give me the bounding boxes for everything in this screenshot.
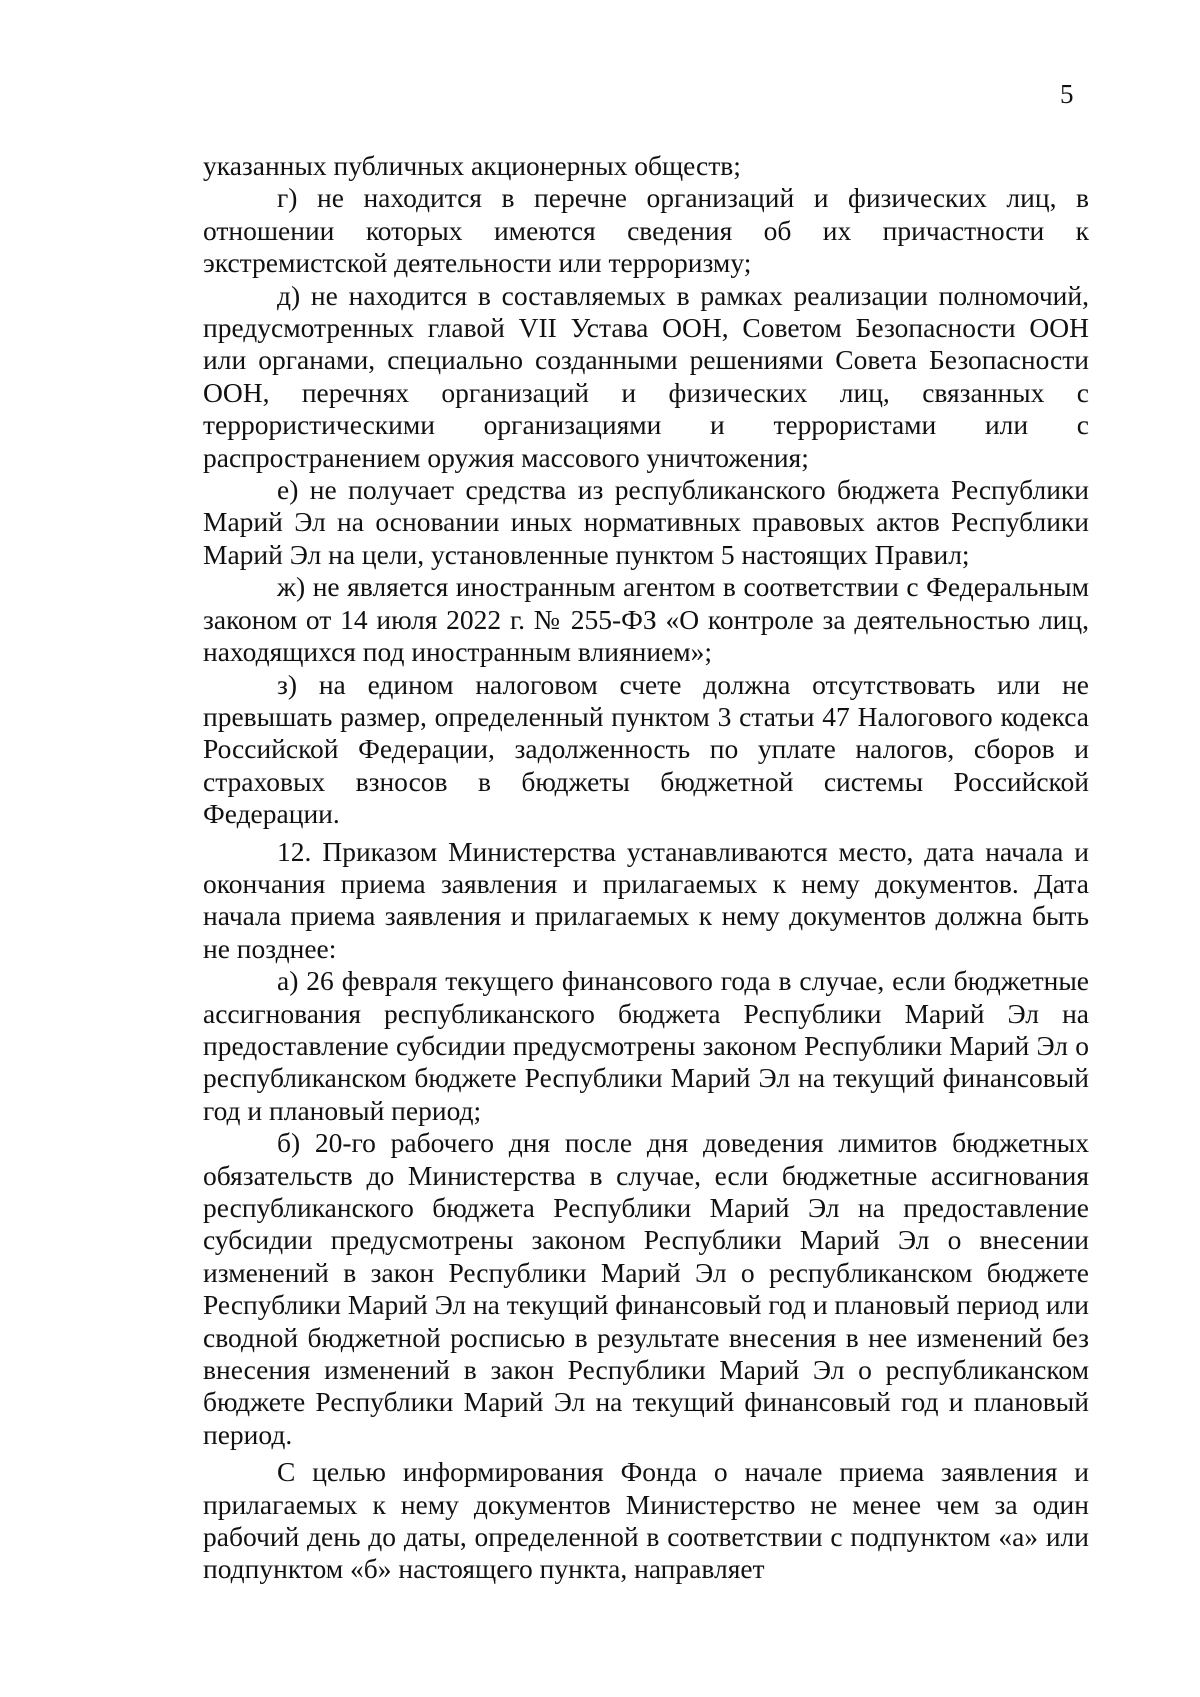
paragraph-notification: С целью информирования Фонда о начале приема заявления и прилагаемых к нему документов Министерство не менее чем за один рабочий день до даты, определенной в соответствии с подпунктом «а» или подпунктом «б» настоящего пункта, направляет [203, 1456, 1089, 1585]
paragraph-item-g: г) не находится в перечне организаций и физических лиц, в отношении которых имеются сведения об их причастности к экстремистской деятельности или терроризму; [203, 182, 1089, 279]
paragraph-item-z: з) на едином налоговом счете должна отсутствовать или не превышать размер, определенный пунктом 3 статьи 47 Налогового кодекса Российской Федерации, задолженность по уплате налогов, сборов и страховых взносов в бюджеты бюджетной системы Российской Федерации. [203, 668, 1089, 830]
document-body [203, 150, 1089, 1586]
paragraph-item-d: д) не находится в составляемых в рамках реализации полномочий, предусмотренных главой VII Устава ООН, Советом Безопасности ООН или органами, специально созданными решениями Совета Безопасности ООН, перечнях организаций и физических лиц, связанных с террористическими организациями и террористами или с распространением оружия массового уничтожения; [203, 279, 1089, 473]
paragraph-item-zh: ж) не является иностранным агентом в соответствии с Федеральным законом от 14 июля 2022 г. № 255-ФЗ «О контроле за деятельностью лиц, находящихся под иностранным влиянием»; [203, 571, 1089, 668]
paragraph-continuation: указанных публичных акционерных обществ; [203, 150, 741, 181]
page-number: 5 [1060, 79, 1074, 109]
paragraph-item-a: а) 26 февраля текущего финансового года в случае, если бюджетные ассигнования республиканского бюджета Республики Марий Эл на предоставление субсидии предусмотрены законом Республики Марий Эл о республиканском бюджете Республики Марий Эл на текущий финансовый год и плановый период; [203, 965, 1089, 1126]
paragraph-item-e: е) не получает средства из республиканского бюджета Республики Марий Эл на основании иных нормативных правовых актов Республики Марий Эл на цели, установленные пунктом 5 настоящих Правил; [203, 474, 1089, 570]
paragraph-clause-12: 12. Приказом Министерства устанавливаются место, дата начала и окончания приема заявления и прилагаемых к нему документов. Дата начала приема заявления и прилагаемых к нему документов должна быть не позднее: [203, 835, 1089, 964]
paragraph-item-b: б) 20-го рабочего дня после дня доведения лимитов бюджетных обязательств до Министерства в случае, если бюджетные ассигнования республиканского бюджета Республики Марий Эл на предоставление субсидии предусмотрены законом Республики Марий Эл о внесении изменений в закон Республики Марий Эл о республиканском бюджете Республики Марий Эл на текущий финансовый год и плановый период или сводной бюджетной росписью в результате внесения в нее изменений без внесения изменений в закон Республики Марий Эл о республиканском бюджете Республики Марий Эл на текущий финансовый год и плановый период. [203, 1127, 1089, 1450]
